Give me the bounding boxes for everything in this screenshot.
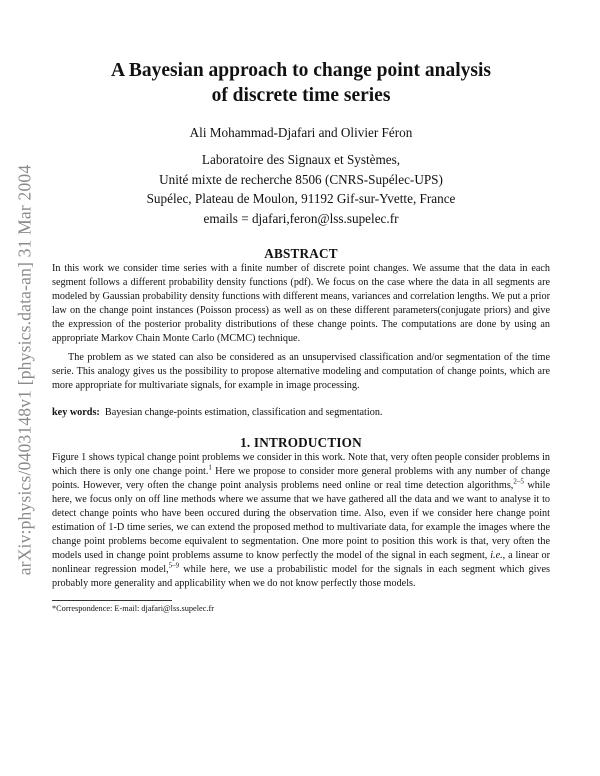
footnote: *Correspondence: E-mail: djafari@lss.supelec.fr: [52, 604, 214, 613]
author-list: Ali Mohammad-Djafari and Olivier Féron: [189, 125, 413, 140]
paper-page: [52, 58, 550, 613]
intro-text: while here, we focus only on off line methods where we assume that we have gathered all the data and we want to analyse it to detect change points who have been occured during the observation time. Also, even if we consider here change point estimation of 1-D time series, we can extend the proposed method to multivariate data, for example the images where the change point problems become equivalent to segmentation. One more point to position this work is that, very often the models used in change point problems assume to know perfectly the model of the signal in each segment,: [52, 480, 550, 561]
introduction-heading: 1. INTRODUCTION: [240, 435, 362, 450]
affiliation-line: Supélec, Plateau de Moulon, 91192 Gif-sur-Yvette, France: [146, 191, 456, 206]
introduction-paragraph: [52, 451, 550, 591]
intro-emphasis: i.e.: [490, 550, 503, 561]
keywords-label: key words:: [52, 407, 100, 418]
contact-emails: emails = djafari,feron@lss.supelec.fr: [203, 210, 399, 226]
arxiv-identifier: arXiv:physics/0403148v1 [physics.data-an] 31 Mar 2004: [14, 164, 35, 576]
citation-ref: 2–5: [513, 477, 524, 486]
intro-text: while here, we use a probabilistic model for the signals in each segment which gives probably more generality and applicability when we do not know perfectly those models.: [52, 564, 551, 589]
intro-text: , a linear or nonlinear regression model,: [52, 550, 550, 575]
paper-title: [52, 58, 550, 108]
title-line-2: of discrete time series: [211, 85, 391, 106]
footnote-rule: [52, 600, 172, 601]
citation-ref: 1: [208, 463, 212, 472]
keywords-text: Bayesian change-points estimation, classification and segmentation.: [104, 407, 383, 418]
affiliation-line: Laboratoire des Signaux et Systèmes,: [201, 152, 401, 167]
abstract-heading: ABSTRACT: [264, 246, 338, 261]
citation-ref: 5–9: [168, 561, 180, 570]
arxiv-sidebar: [0, 120, 50, 620]
intro-text: Here we propose to consider more general problems with any number of change points. However, very often the change point analysis problems need online or real time detection algorithms,: [52, 466, 550, 491]
title-line-1: A Bayesian approach to change point analysis: [111, 60, 491, 81]
intro-text: Figure 1 shows typical change point problems we consider in this work. Note that, very often people consider problems in which there is only one change point.: [52, 452, 550, 477]
affiliation-line: Unité mixte de recherche 8506 (CNRS-Supélec-UPS): [159, 171, 443, 187]
abstract-paragraph-2: The problem as we stated can also be considered as an unsupervised classification and/or segmentation of the time serie. This analogy gives us the possibility to propose alternative modeling and computation of change points, which are more appropriate for multivariate signals, for example in image processing.: [52, 352, 550, 391]
keywords-line: [52, 406, 550, 420]
affiliation-block: [52, 150, 550, 228]
abstract-paragraph-1: In this work we consider time series with a finite number of discrete point changes. We assume that the data in each segment follows a different probability density functions (pdf). We focus on the case where the data in all segments are modeled by Gaussian probability density functions with different means, variances and correlation lengths. We put a prior law on the change point instances (Poisson process) as well as on these different parameters(conjugate priors) and give the expression of the posterior probality distributions of these change points. The computations are done by using an appropriate Markov Chain Monte Carlo (MCMC) technique.: [52, 263, 550, 344]
